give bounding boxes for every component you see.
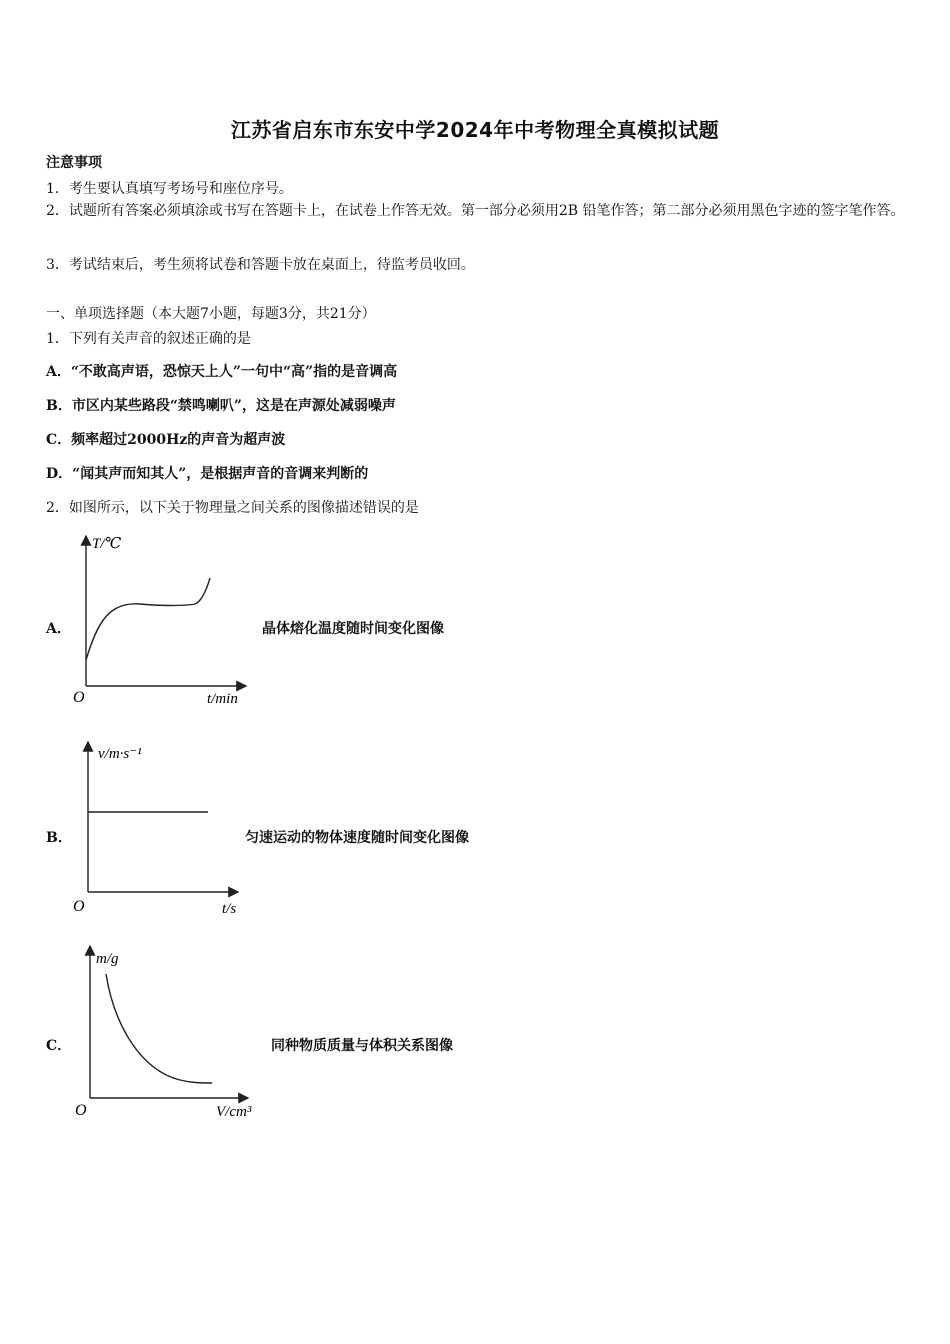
graph-c-y-label: m/g — [96, 951, 119, 967]
notice-item-1: 1．考生要认真填写考场号和座位序号。 — [46, 181, 293, 197]
graph-b-x-label: t/s — [222, 901, 237, 917]
notice-item-2: 2．试题所有答案必须填涂或书写在答题卡上，在试卷上作答无效。第一部分必须用2B 铅笔作答；第二部分必须用黑色字迹的签字笔作答。 — [46, 203, 905, 219]
notice-heading: 注意事项 — [46, 155, 102, 171]
graph-b-y-label: v/m·s⁻¹ — [98, 746, 142, 762]
graph-b — [70, 738, 270, 918]
graph-c-curve — [106, 974, 212, 1083]
graph-a-curve — [86, 578, 210, 660]
graph-a-x-label: t/min — [207, 691, 238, 707]
q2-option-a-label: A． — [46, 621, 71, 637]
notice-item-3: 3．考试结束后，考生须将试卷和答题卡放在桌面上，待监考员收回。 — [46, 257, 475, 273]
graph-a-origin: O — [73, 689, 85, 706]
q2-option-b-label: B． — [46, 830, 72, 846]
q2-option-c-caption: 同种物质质量与体积关系图像 — [271, 1038, 453, 1054]
graph-c-x-label: V/cm³ — [216, 1104, 252, 1120]
q2-option-a-caption: 晶体熔化温度随时间变化图像 — [262, 621, 444, 637]
section-heading: 一、单项选择题（本大题7小题，每题3分，共21分） — [46, 306, 376, 322]
q1-option-a: A．“不敢高声语，恐惊天上人”一句中“高”指的是音调高 — [46, 364, 398, 380]
graph-a — [70, 530, 270, 710]
graph-c-origin: O — [75, 1102, 87, 1119]
q2-stem: 2．如图所示，以下关于物理量之间关系的图像描述错误的是 — [46, 500, 419, 516]
q1-option-c: C．频率超过2000Hz的声音为超声波 — [46, 432, 286, 448]
q1-option-d: D．“闻其声而知其人”，是根据声音的音调来判断的 — [46, 466, 369, 482]
graph-c — [70, 942, 280, 1122]
q2-option-c-label: C． — [46, 1038, 72, 1054]
q2-option-b-caption: 匀速运动的物体速度随时间变化图像 — [245, 830, 469, 846]
graph-b-origin: O — [73, 898, 85, 915]
graph-a-y-label: T/℃ — [92, 536, 122, 552]
page-title: 江苏省启东市东安中学2024年中考物理全真模拟试题 — [230, 118, 720, 142]
q1-option-b: B．市区内某些路段“禁鸣喇叭”，这是在声源处减弱噪声 — [46, 398, 396, 414]
q1-stem: 1．下列有关声音的叙述正确的是 — [46, 331, 251, 347]
